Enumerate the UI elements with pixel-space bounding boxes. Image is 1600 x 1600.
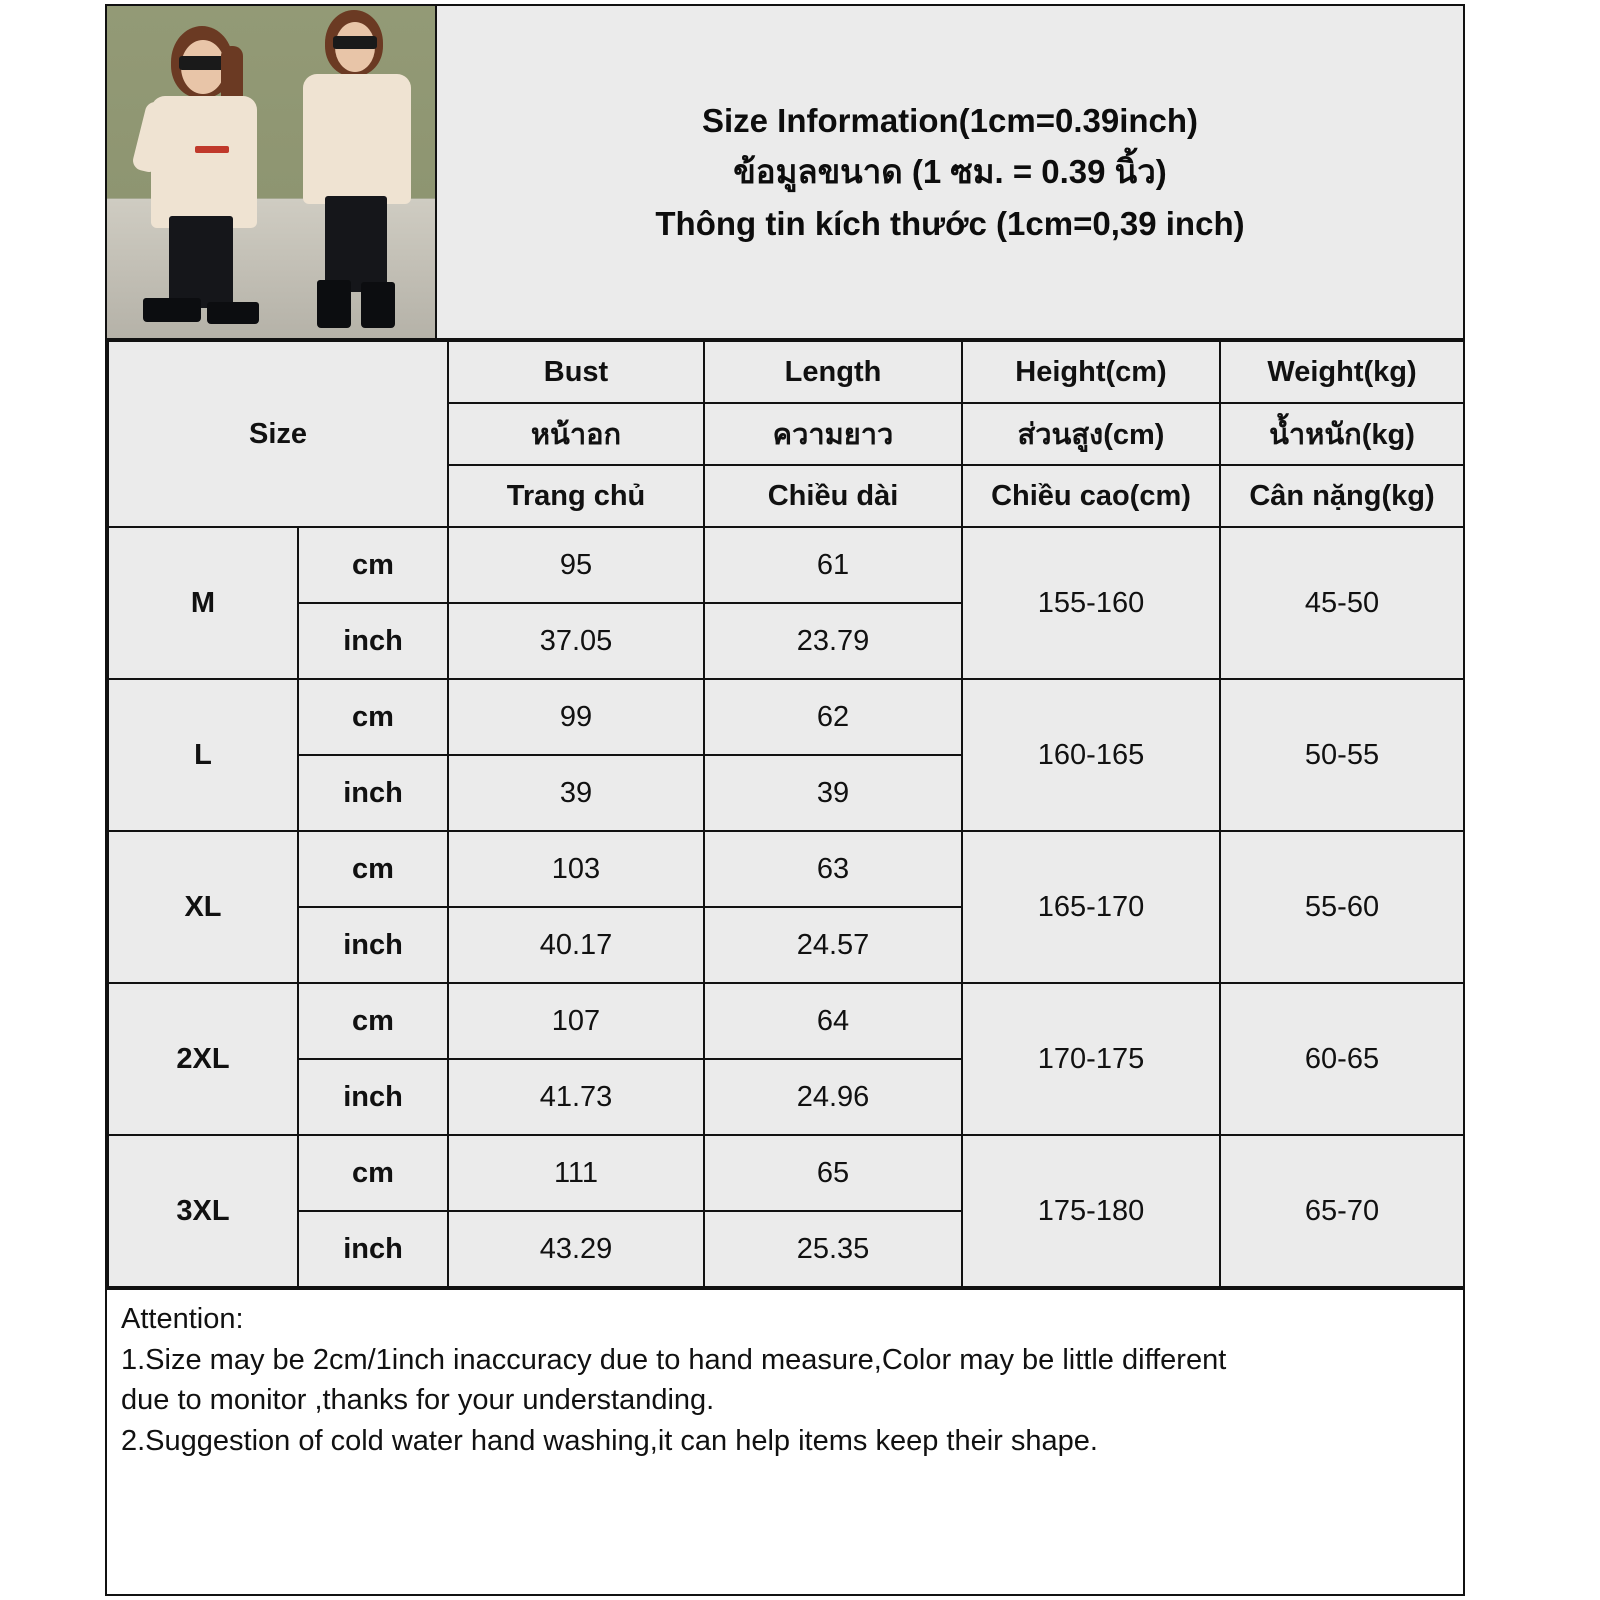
cell-length-inch: 24.96 xyxy=(704,1059,962,1135)
model-pants xyxy=(169,216,233,308)
size-chart-frame xyxy=(105,4,1465,1596)
row-unit-cm: cm xyxy=(298,831,448,907)
size-table xyxy=(107,340,1465,1288)
cell-bust-inch: 39 xyxy=(448,755,704,831)
cell-bust-cm: 111 xyxy=(448,1135,704,1211)
header-weight-th: น้ำหนัก(kg) xyxy=(1220,403,1464,465)
cell-weight: 50-55 xyxy=(1220,679,1464,831)
row-unit-inch: inch xyxy=(298,1211,448,1287)
sunglasses-icon-2 xyxy=(333,36,377,49)
title-line-th: ข้อมูลขนาด (1 ซม. = 0.39 นิ้ว) xyxy=(733,153,1167,191)
row-unit-inch: inch xyxy=(298,1059,448,1135)
model-boot-right xyxy=(361,282,395,328)
cell-weight: 60-65 xyxy=(1220,983,1464,1135)
cell-length-inch: 39 xyxy=(704,755,962,831)
cell-height: 155-160 xyxy=(962,527,1220,679)
table-row xyxy=(108,1135,1464,1211)
model-jacket-2 xyxy=(303,74,411,204)
attention-line-3: 2.Suggestion of cold water hand washing,it can help items keep their shape. xyxy=(121,1424,1098,1457)
cell-bust-cm: 107 xyxy=(448,983,704,1059)
title-line-en: Size Information(1cm=0.39inch) xyxy=(701,102,1199,140)
row-size-label: 3XL xyxy=(108,1135,298,1287)
cell-bust-inch: 41.73 xyxy=(448,1059,704,1135)
header-length-en: Length xyxy=(704,341,962,403)
cell-length-inch: 24.57 xyxy=(704,907,962,983)
jacket-logo xyxy=(195,146,229,153)
row-unit-inch: inch xyxy=(298,907,448,983)
cell-bust-inch: 37.05 xyxy=(448,603,704,679)
model-shoe-right xyxy=(207,302,259,324)
header-band xyxy=(107,6,1463,340)
cell-weight: 65-70 xyxy=(1220,1135,1464,1287)
table-row xyxy=(108,831,1464,907)
model-figure-left xyxy=(125,18,275,338)
cell-length-cm: 62 xyxy=(704,679,962,755)
row-size-label: L xyxy=(108,679,298,831)
title-block xyxy=(437,6,1463,338)
row-unit-cm: cm xyxy=(298,527,448,603)
cell-bust-cm: 95 xyxy=(448,527,704,603)
row-unit-inch: inch xyxy=(298,755,448,831)
cell-bust-cm: 99 xyxy=(448,679,704,755)
model-boot-left xyxy=(317,280,351,328)
cell-bust-cm: 103 xyxy=(448,831,704,907)
sunglasses-icon xyxy=(179,56,227,70)
row-size-label: XL xyxy=(108,831,298,983)
header-weight-vi: Cân nặng(kg) xyxy=(1220,465,1464,527)
cell-length-cm: 61 xyxy=(704,527,962,603)
title-line-vi: Thông tin kích thước (1cm=0,39 inch) xyxy=(655,204,1245,242)
header-height-vi: Chiều cao(cm) xyxy=(962,465,1220,527)
attention-heading: Attention: xyxy=(121,1303,244,1335)
table-row xyxy=(108,679,1464,755)
cell-height: 165-170 xyxy=(962,831,1220,983)
size-header-cell: Size xyxy=(108,341,448,527)
cell-bust-inch: 40.17 xyxy=(448,907,704,983)
cell-length-cm: 63 xyxy=(704,831,962,907)
cell-length-inch: 23.79 xyxy=(704,603,962,679)
cell-bust-inch: 43.29 xyxy=(448,1211,704,1287)
cell-length-inch: 25.35 xyxy=(704,1211,962,1287)
cell-height: 175-180 xyxy=(962,1135,1220,1287)
cell-height: 170-175 xyxy=(962,983,1220,1135)
model-pants-2 xyxy=(325,196,387,292)
row-size-label: M xyxy=(108,527,298,679)
cell-length-cm: 64 xyxy=(704,983,962,1059)
table-row xyxy=(108,527,1464,603)
product-photo xyxy=(107,6,437,338)
header-length-th: ความยาว xyxy=(704,403,962,465)
row-unit-inch: inch xyxy=(298,603,448,679)
table-header-row-en xyxy=(108,341,1464,403)
header-bust-en: Bust xyxy=(448,341,704,403)
header-length-vi: Chiều dài xyxy=(704,465,962,527)
header-bust-vi: Trang chủ xyxy=(448,465,704,527)
header-weight-en: Weight(kg) xyxy=(1220,341,1464,403)
row-unit-cm: cm xyxy=(298,679,448,755)
attention-block xyxy=(107,1288,1463,1594)
attention-line-2: due to monitor ,thanks for your understanding. xyxy=(121,1384,715,1417)
cell-weight: 55-60 xyxy=(1220,831,1464,983)
table-row xyxy=(108,983,1464,1059)
row-unit-cm: cm xyxy=(298,1135,448,1211)
cell-length-cm: 65 xyxy=(704,1135,962,1211)
attention-line-1: 1.Size may be 2cm/1inch inaccuracy due to hand measure,Color may be little different xyxy=(121,1343,1227,1376)
cell-height: 160-165 xyxy=(962,679,1220,831)
row-size-label: 2XL xyxy=(108,983,298,1135)
model-figure-right xyxy=(283,8,429,338)
header-height-en: Height(cm) xyxy=(962,341,1220,403)
header-height-th: ส่วนสูง(cm) xyxy=(962,403,1220,465)
row-unit-cm: cm xyxy=(298,983,448,1059)
cell-weight: 45-50 xyxy=(1220,527,1464,679)
header-bust-th: หน้าอก xyxy=(448,403,704,465)
model-shoe-left xyxy=(143,298,201,322)
